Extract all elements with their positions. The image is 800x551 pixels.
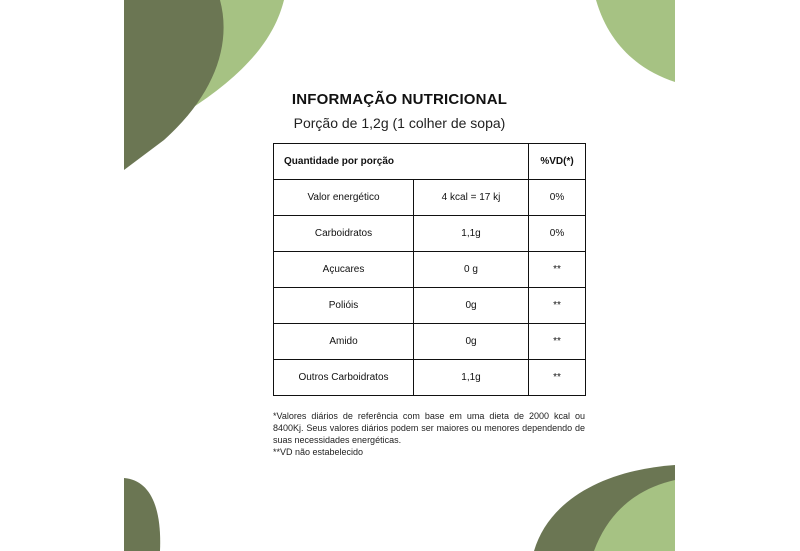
nutrient-amount: 4 kcal = 17 kj [414,180,529,216]
table-row [274,288,586,324]
header-quantity-label: Quantidade por porção [274,144,529,180]
leaf-top-right-light [596,0,675,82]
nutrient-vd: ** [529,288,586,324]
leaf-bottom-left-dark [124,478,160,551]
nutrient-vd: ** [529,360,586,396]
nutrient-name: Carboidratos [274,216,414,252]
nutrient-amount: 1,1g [414,216,529,252]
nutrient-name: Açucares [274,252,414,288]
nutrient-name: Polióis [274,288,414,324]
nutrition-card [124,0,675,551]
table-row [274,360,586,396]
page-title: INFORMAÇÃO NUTRICIONAL [291,91,508,108]
table-row [274,324,586,360]
footnotes [273,410,585,458]
nutrient-name: Valor energético [274,180,414,216]
nutrient-vd: 0% [529,216,586,252]
header-vd-label: %VD(*) [529,144,586,180]
nutrient-name: Amido [274,324,414,360]
nutrient-amount: 0 g [414,252,529,288]
table-header-row [274,144,586,180]
nutrient-vd: 0% [529,180,586,216]
footnote-vd-not-established: **VD não estabelecido [273,447,364,457]
nutrient-vd: ** [529,252,586,288]
nutrient-amount: 0g [414,324,529,360]
nutrient-name: Outros Carboidratos [274,360,414,396]
table-row [274,180,586,216]
footnote-reference-values: *Valores diários de referência com base em uma dieta de 2000 kcal ou 8400Kj. Seus valores diários podem ser maiores ou menores dependendo de suas necessidades energéticas. [273,411,585,445]
nutrient-amount: 0g [414,288,529,324]
table-row [274,252,586,288]
nutrient-amount: 1,1g [414,360,529,396]
nutrient-vd: ** [529,324,586,360]
nutrition-table [273,143,586,396]
table-row [274,216,586,252]
serving-size: Porção de 1,2g (1 colher de sopa) [293,115,506,131]
